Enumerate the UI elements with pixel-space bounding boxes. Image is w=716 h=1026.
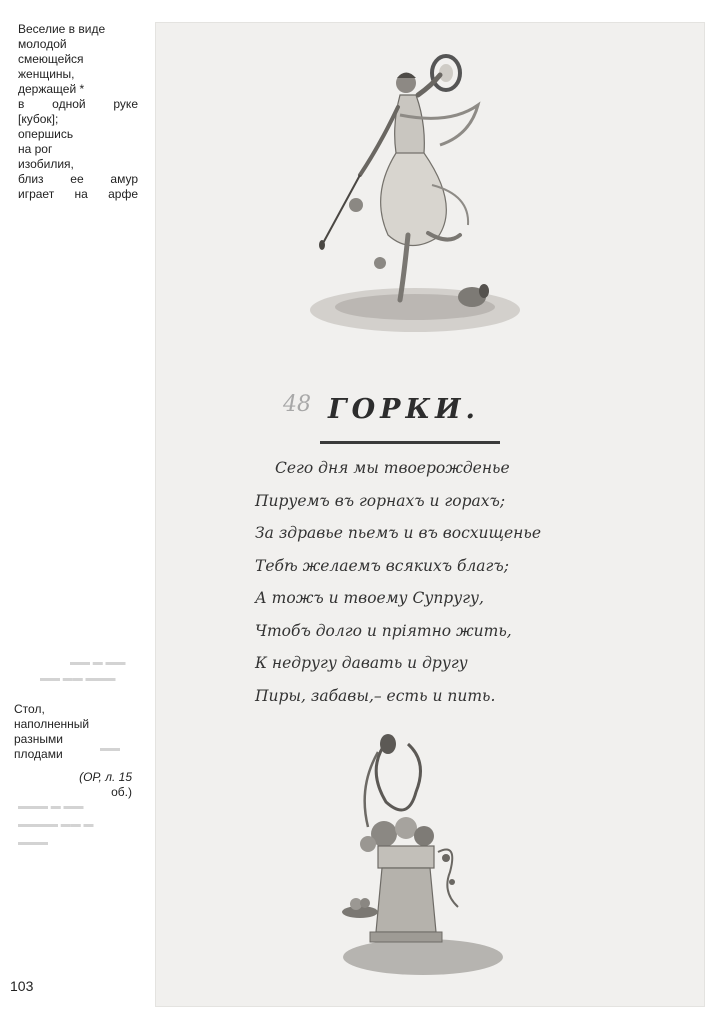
caption-top-line: играет на арфе (18, 187, 138, 201)
poem-verse: Пируемъ въ горнахъ и горахъ; (255, 491, 506, 510)
caption-bottom-line: наполненный (14, 717, 90, 731)
dancing-woman-illustration (300, 45, 530, 345)
caption-top-line: на рог (18, 142, 53, 156)
poem-verse: За здравье пьемъ и въ восхищенье (255, 524, 541, 542)
show-through-text: ▬▬▬▬ ▬▬ ▬ (18, 819, 94, 830)
show-through-text: ▬▬▬ ▬ ▬▬ (18, 801, 84, 812)
poem-verse: Тебѣ желаемъ всякихъ благъ; (255, 556, 509, 575)
caption-top-line: опершись (18, 127, 74, 141)
caption-bottom-line: плодами (14, 747, 63, 761)
caption-top-line: женщины, (18, 67, 75, 81)
caption-top-line: Веселие в виде (18, 22, 106, 36)
caption-top-line: смеющейся (18, 52, 84, 66)
archive-reference: (ОР, л. 15 (79, 770, 132, 784)
poem-verse: Пиры, забавы,– есть и пить. (255, 686, 496, 705)
caption-bottom (14, 702, 132, 800)
caption-top-line: близ ее амур (18, 172, 138, 186)
caption-top-line: держащей * (18, 82, 85, 96)
poem-verse: К недругу давать и другу (255, 654, 468, 672)
show-through-text: ▬▬ ▬▬ ▬▬▬ (40, 673, 116, 684)
caption-top-line: в одной руке (18, 97, 138, 111)
page-number: 103 (10, 978, 34, 994)
fruit-pedestal-illustration (338, 732, 508, 982)
caption-top (18, 22, 138, 202)
archive-reference-cont: об.) (111, 785, 132, 799)
show-through-text: ▬▬ (100, 743, 120, 754)
poem-body (255, 452, 615, 712)
caption-top-line: молодой (18, 37, 67, 51)
poem-verse: Чтобъ долго и пріятно жить, (255, 621, 512, 640)
caption-bottom-line: разными (14, 732, 63, 746)
poem-title: ГОРКИ. (328, 394, 480, 425)
caption-bottom-line: Стол, (14, 702, 45, 716)
show-through-text: ▬▬▬ (18, 837, 48, 848)
caption-top-line: [кубок]; (18, 112, 59, 126)
show-through-text: ▬▬ ▬ ▬▬ (70, 657, 126, 668)
poem-verse: А тожъ и твоему Супругу, (255, 589, 484, 607)
poem-verse: Сего дня мы твоерожденье (275, 459, 510, 477)
caption-top-line: изобилия, (18, 157, 74, 171)
title-underline (320, 441, 500, 444)
pencil-folio-number: 48 (283, 392, 311, 417)
